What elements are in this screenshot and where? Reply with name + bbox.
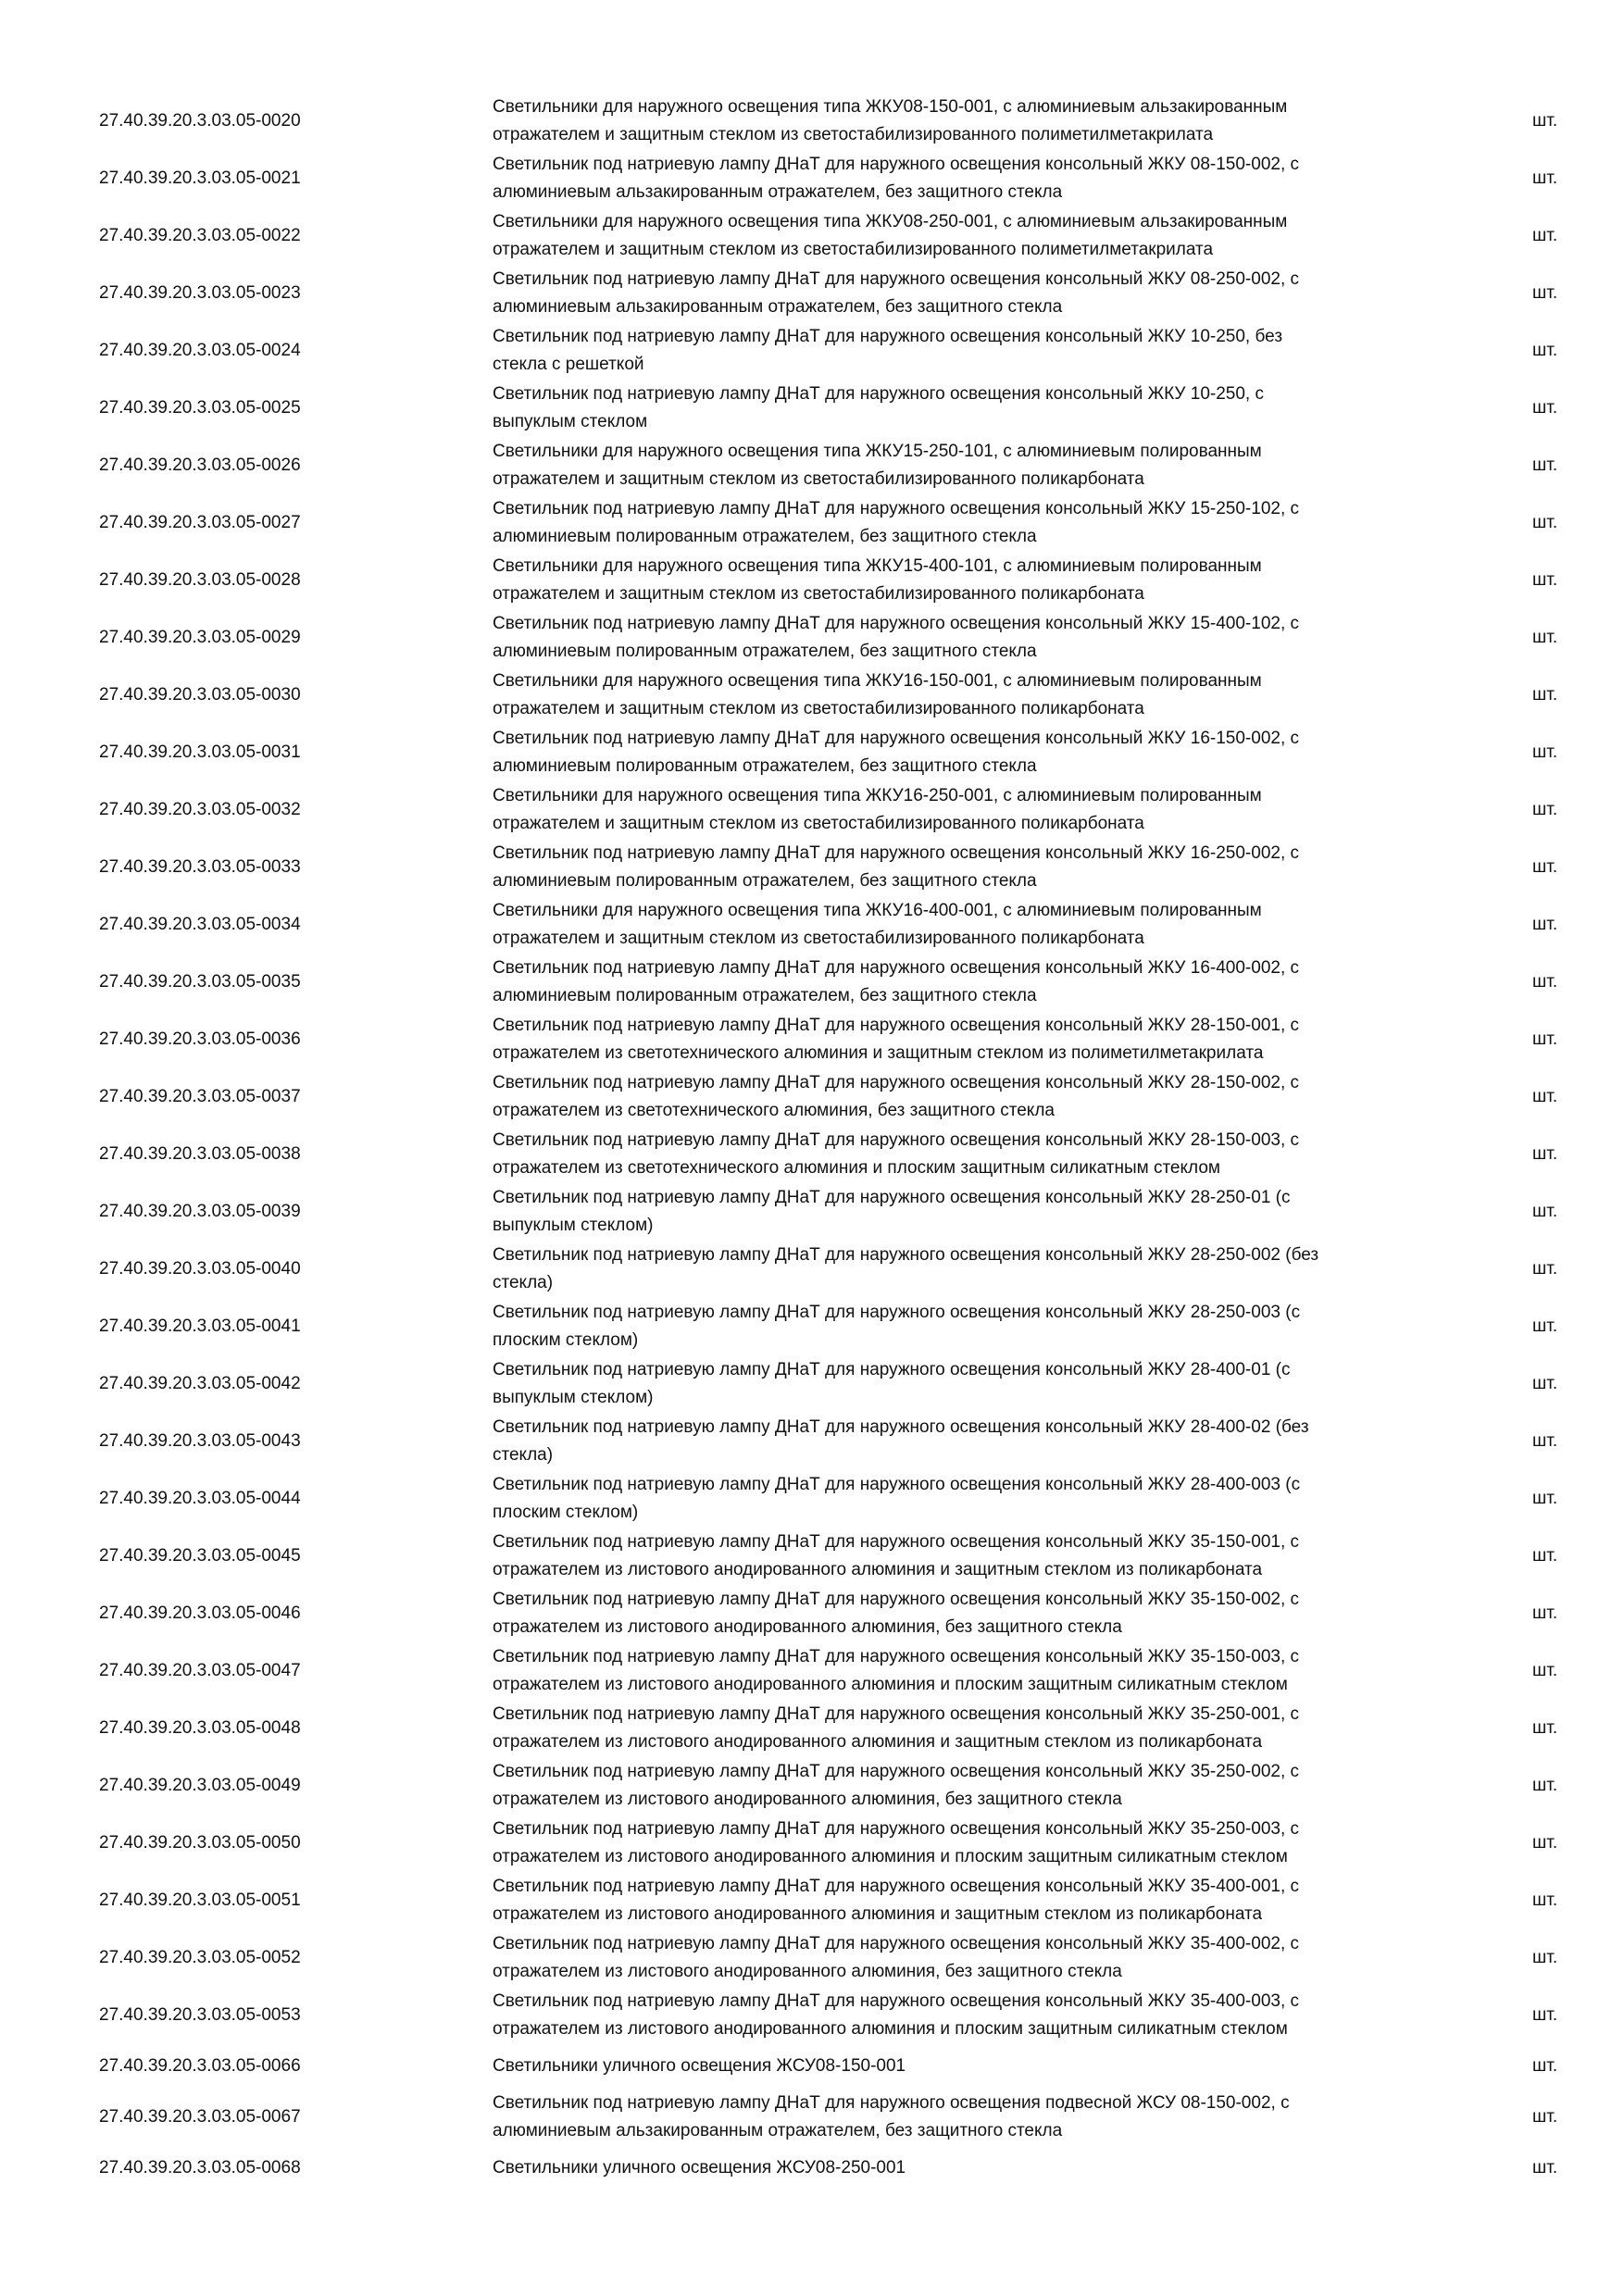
row-description: Светильник под натриевую лампу ДНаТ для наружного освещения консольный ЖКУ 08-150-002, с алюминиевым альзакированным отражателем, без защитного стекла — [493, 155, 1300, 202]
row-unit: шт. — [1532, 1374, 1558, 1393]
row-description: Светильник под натриевую лампу ДНаТ для наружного освещения консольный ЖКУ 16-150-002, с алюминиевым полированным отражателем, без защитного стекла — [493, 729, 1300, 776]
row-description: Светильник под натриевую лампу ДНаТ для наружного освещения консольный ЖКУ 35-150-003, с отражателем из листового анодированного алюминия и плоским защитным силикатным стеклом — [493, 1647, 1300, 1694]
table-row — [0, 781, 1624, 839]
row-code: 27.40.39.20.3.03.05-0052 — [99, 1948, 301, 1967]
row-description: Светильники для наружного освещения типа ЖКУ08-150-001, с алюминиевым альзакированным отражателем и защитным стеклом из светостабилизированного полиметилметакрилата — [493, 97, 1288, 144]
row-description: Светильник под натриевую лампу ДНаТ для наружного освещения консольный ЖКУ 35-150-002, с отражателем из листового анодированного алюминия, без защитного стекла — [493, 1590, 1300, 1637]
row-code: 27.40.39.20.3.03.05-0049 — [99, 1776, 301, 1795]
table-row — [0, 1183, 1624, 1241]
row-code: 27.40.39.20.3.03.05-0043 — [99, 1431, 301, 1451]
row-unit: шт. — [1532, 685, 1558, 705]
row-description: Светильники для наружного освещения типа ЖКУ16-150-001, с алюминиевым полированным отражателем и защитным стеклом из светостабилизированного поликарбоната — [493, 671, 1262, 718]
table-row — [0, 667, 1624, 724]
row-code: 27.40.39.20.3.03.05-0038 — [99, 1144, 301, 1164]
row-code: 27.40.39.20.3.03.05-0037 — [99, 1087, 301, 1106]
table-row — [0, 150, 1624, 207]
row-unit: шт. — [1532, 1948, 1558, 1967]
row-code: 27.40.39.20.3.03.05-0039 — [99, 1202, 301, 1221]
row-code: 27.40.39.20.3.03.05-0040 — [99, 1259, 301, 1279]
row-unit: шт. — [1532, 1431, 1558, 1451]
row-code: 27.40.39.20.3.03.05-0031 — [99, 742, 301, 762]
row-code: 27.40.39.20.3.03.05-0034 — [99, 915, 301, 934]
table-row — [0, 1987, 1624, 2044]
row-description: Светильник под натриевую лампу ДНаТ для наружного освещения консольный ЖКУ 28-250-01 (с выпуклым стеклом) — [493, 1188, 1291, 1235]
row-description: Светильники для наружного освещения типа ЖКУ16-250-001, с алюминиевым полированным отражателем и защитным стеклом из светостабилизированного поликарбоната — [493, 786, 1262, 833]
table-row — [0, 724, 1624, 781]
row-description: Светильник под натриевую лампу ДНаТ для наружного освещения консольный ЖКУ 35-150-001, с отражателем из листового анодированного алюминия и защитным стеклом из поликарбоната — [493, 1532, 1300, 1579]
table-row — [0, 1872, 1624, 1929]
row-description: Светильник под натриевую лампу ДНаТ для наружного освещения консольный ЖКУ 15-250-102, с алюминиевым полированным отражателем, без защитного стекла — [493, 499, 1300, 546]
row-unit: шт. — [1532, 2056, 1558, 2076]
row-code: 27.40.39.20.3.03.05-0066 — [99, 2056, 301, 2076]
table-row — [0, 265, 1624, 322]
row-code: 27.40.39.20.3.03.05-0044 — [99, 1489, 301, 1508]
row-code: 27.40.39.20.3.03.05-0026 — [99, 455, 301, 475]
row-unit: шт. — [1532, 857, 1558, 877]
row-unit: шт. — [1532, 915, 1558, 934]
row-description: Светильник под натриевую лампу ДНаТ для наружного освещения консольный ЖКУ 35-250-001, с отражателем из листового анодированного алюминия и защитным стеклом из поликарбоната — [493, 1704, 1300, 1752]
row-description: Светильники для наружного освещения типа ЖКУ15-400-101, с алюминиевым полированным отражателем и защитным стеклом из светостабилизированного поликарбоната — [493, 556, 1262, 604]
table-row — [0, 1241, 1624, 1298]
row-description: Светильник под натриевую лампу ДНаТ для наружного освещения консольный ЖКУ 35-250-002, с отражателем из листового анодированного алюминия, без защитного стекла — [493, 1762, 1300, 1809]
row-code: 27.40.39.20.3.03.05-0032 — [99, 800, 301, 819]
row-description: Светильники для наружного освещения типа ЖКУ16-400-001, с алюминиевым полированным отражателем и защитным стеклом из светостабилизированного поликарбоната — [493, 901, 1262, 948]
row-unit: шт. — [1532, 111, 1558, 131]
table-row — [0, 896, 1624, 954]
row-unit: шт. — [1532, 1546, 1558, 1566]
table-row — [0, 2146, 1624, 2190]
row-description: Светильники уличного освещения ЖСУ08-150-001 — [493, 2056, 906, 2076]
row-unit: шт. — [1532, 2107, 1558, 2127]
row-unit: шт. — [1532, 800, 1558, 819]
row-unit: шт. — [1532, 1202, 1558, 1221]
row-description: Светильник под натриевую лампу ДНаТ для наружного освещения консольный ЖКУ 08-250-002, с алюминиевым альзакированным отражателем, без защитного стекла — [493, 269, 1300, 317]
row-code: 27.40.39.20.3.03.05-0035 — [99, 972, 301, 992]
row-unit: шт. — [1532, 168, 1558, 188]
table-row — [0, 609, 1624, 667]
row-description: Светильник под натриевую лампу ДНаТ для наружного освещения консольный ЖКУ 28-400-02 (без стекла) — [493, 1417, 1309, 1465]
row-unit: шт. — [1532, 341, 1558, 360]
row-description: Светильник под натриевую лампу ДНаТ для наружного освещения консольный ЖКУ 28-150-002, с отражателем из светотехнического алюминия, без защитного стекла — [493, 1073, 1300, 1120]
row-code: 27.40.39.20.3.03.05-0020 — [99, 111, 301, 131]
row-unit: шт. — [1532, 628, 1558, 647]
row-unit: шт. — [1532, 1603, 1558, 1623]
row-unit: шт. — [1532, 570, 1558, 590]
row-unit: шт. — [1532, 283, 1558, 303]
row-unit: шт. — [1532, 1833, 1558, 1853]
row-description: Светильники для наружного освещения типа ЖКУ15-250-101, с алюминиевым полированным отражателем и защитным стеклом из светостабилизированного поликарбоната — [493, 442, 1262, 489]
row-description: Светильник под натриевую лампу ДНаТ для наружного освещения консольный ЖКУ 10-250, с выпуклым стеклом — [493, 384, 1264, 431]
row-description: Светильники для наружного освещения типа ЖКУ08-250-001, с алюминиевым альзакированным отражателем и защитным стеклом из светостабилизированного полиметилметакрилата — [493, 212, 1288, 259]
row-unit: шт. — [1532, 1776, 1558, 1795]
table-row — [0, 1528, 1624, 1585]
row-description: Светильник под натриевую лампу ДНаТ для наружного освещения консольный ЖКУ 15-400-102, с алюминиевым полированным отражателем, без защитного стекла — [493, 614, 1300, 661]
row-unit: шт. — [1532, 972, 1558, 992]
row-unit: шт. — [1532, 742, 1558, 762]
row-code: 27.40.39.20.3.03.05-0067 — [99, 2107, 301, 2127]
row-description: Светильник под натриевую лампу ДНаТ для наружного освещения консольный ЖКУ 28-150-003, с отражателем из светотехнического алюминия и плоским защитным силикатным стеклом — [493, 1130, 1300, 1178]
row-description: Светильник под натриевую лампу ДНаТ для наружного освещения консольный ЖКУ 16-400-002, с алюминиевым полированным отражателем, без защитного стекла — [493, 958, 1300, 1005]
row-unit: шт. — [1532, 1259, 1558, 1279]
table-row — [0, 494, 1624, 552]
row-description: Светильник под натриевую лампу ДНаТ для наружного освещения консольный ЖКУ 35-400-002, с отражателем из листового анодированного алюминия, без защитного стекла — [493, 1934, 1300, 1981]
row-unit: шт. — [1532, 513, 1558, 532]
row-code: 27.40.39.20.3.03.05-0046 — [99, 1603, 301, 1623]
row-description: Светильник под натриевую лампу ДНаТ для наружного освещения консольный ЖКУ 28-250-002 (без стекла) — [493, 1245, 1319, 1292]
row-description: Светильник под натриевую лампу ДНаТ для наружного освещения консольный ЖКУ 35-400-001, с отражателем из листового анодированного алюминия и защитным стеклом из поликарбоната — [493, 1877, 1300, 1924]
table-row — [0, 1700, 1624, 1757]
table-row — [0, 1011, 1624, 1068]
table-row — [0, 552, 1624, 609]
row-unit: шт. — [1532, 1087, 1558, 1106]
row-code: 27.40.39.20.3.03.05-0033 — [99, 857, 301, 877]
row-code: 27.40.39.20.3.03.05-0030 — [99, 685, 301, 705]
row-description: Светильник под натриевую лампу ДНаТ для наружного освещения консольный ЖКУ 35-250-003, с отражателем из листового анодированного алюминия и плоским защитным силикатным стеклом — [493, 1819, 1300, 1866]
row-code: 27.40.39.20.3.03.05-0021 — [99, 168, 301, 188]
table-row — [0, 207, 1624, 265]
price-table — [0, 93, 1624, 2190]
row-description: Светильник под натриевую лампу ДНаТ для наружного освещения подвесной ЖСУ 08-150-002, с алюминиевым альзакированным отражателем, без защитного стекла — [493, 2093, 1290, 2140]
row-description: Светильник под натриевую лампу ДНаТ для наружного освещения консольный ЖКУ 28-400-003 (с плоским стеклом) — [493, 1475, 1301, 1522]
table-row — [0, 1470, 1624, 1528]
table-row — [0, 839, 1624, 896]
row-unit: шт. — [1532, 1661, 1558, 1680]
table-row — [0, 380, 1624, 437]
row-unit: шт. — [1532, 2005, 1558, 2025]
row-unit: шт. — [1532, 226, 1558, 245]
row-unit: шт. — [1532, 1489, 1558, 1508]
row-unit: шт. — [1532, 455, 1558, 475]
table-row — [0, 1929, 1624, 1987]
row-code: 27.40.39.20.3.03.05-0068 — [99, 2158, 301, 2177]
row-code: 27.40.39.20.3.03.05-0042 — [99, 1374, 301, 1393]
table-row — [0, 1355, 1624, 1413]
row-unit: шт. — [1532, 1718, 1558, 1738]
row-code: 27.40.39.20.3.03.05-0041 — [99, 1316, 301, 1336]
row-code: 27.40.39.20.3.03.05-0028 — [99, 570, 301, 590]
table-row — [0, 1413, 1624, 1470]
row-code: 27.40.39.20.3.03.05-0029 — [99, 628, 301, 647]
table-row — [0, 437, 1624, 494]
row-code: 27.40.39.20.3.03.05-0050 — [99, 1833, 301, 1853]
row-unit: шт. — [1532, 2158, 1558, 2177]
table-row — [0, 322, 1624, 380]
row-code: 27.40.39.20.3.03.05-0047 — [99, 1661, 301, 1680]
table-row — [0, 93, 1624, 150]
table-row — [0, 1757, 1624, 1815]
row-description: Светильник под натриевую лампу ДНаТ для наружного освещения консольный ЖКУ 10-250, без стекла с решеткой — [493, 327, 1283, 374]
table-row — [0, 1585, 1624, 1642]
row-description: Светильник под натриевую лампу ДНаТ для наружного освещения консольный ЖКУ 28-400-01 (с выпуклым стеклом) — [493, 1360, 1291, 1407]
row-description: Светильник под натриевую лампу ДНаТ для наружного освещения консольный ЖКУ 28-150-001, с отражателем из светотехнического алюминия и защитным стеклом из полиметилметакрилата — [493, 1016, 1300, 1063]
row-code: 27.40.39.20.3.03.05-0025 — [99, 398, 301, 418]
row-unit: шт. — [1532, 1144, 1558, 1164]
row-code: 27.40.39.20.3.03.05-0053 — [99, 2005, 301, 2025]
row-unit: шт. — [1532, 1029, 1558, 1049]
row-code: 27.40.39.20.3.03.05-0036 — [99, 1029, 301, 1049]
row-code: 27.40.39.20.3.03.05-0027 — [99, 513, 301, 532]
row-description: Светильник под натриевую лампу ДНаТ для наружного освещения консольный ЖКУ 16-250-002, с алюминиевым полированным отражателем, без защитного стекла — [493, 843, 1300, 891]
row-code: 27.40.39.20.3.03.05-0023 — [99, 283, 301, 303]
row-code: 27.40.39.20.3.03.05-0048 — [99, 1718, 301, 1738]
row-unit: шт. — [1532, 1890, 1558, 1910]
row-code: 27.40.39.20.3.03.05-0024 — [99, 341, 301, 360]
row-unit: шт. — [1532, 1316, 1558, 1336]
table-row — [0, 2089, 1624, 2146]
table-row — [0, 2044, 1624, 2089]
table-row — [0, 954, 1624, 1011]
table-row — [0, 1126, 1624, 1183]
row-code: 27.40.39.20.3.03.05-0051 — [99, 1890, 301, 1910]
row-description: Светильники уличного освещения ЖСУ08-250-001 — [493, 2158, 906, 2177]
table-row — [0, 1642, 1624, 1700]
row-description: Светильник под натриевую лампу ДНаТ для наружного освещения консольный ЖКУ 35-400-003, с отражателем из листового анодированного алюминия и плоским защитным силикатным стеклом — [493, 1991, 1300, 2039]
row-unit: шт. — [1532, 398, 1558, 418]
table-row — [0, 1068, 1624, 1126]
table-row — [0, 1298, 1624, 1355]
table-row — [0, 1815, 1624, 1872]
row-code: 27.40.39.20.3.03.05-0045 — [99, 1546, 301, 1566]
row-description: Светильник под натриевую лампу ДНаТ для наружного освещения консольный ЖКУ 28-250-003 (с плоским стеклом) — [493, 1303, 1301, 1350]
row-code: 27.40.39.20.3.03.05-0022 — [99, 226, 301, 245]
